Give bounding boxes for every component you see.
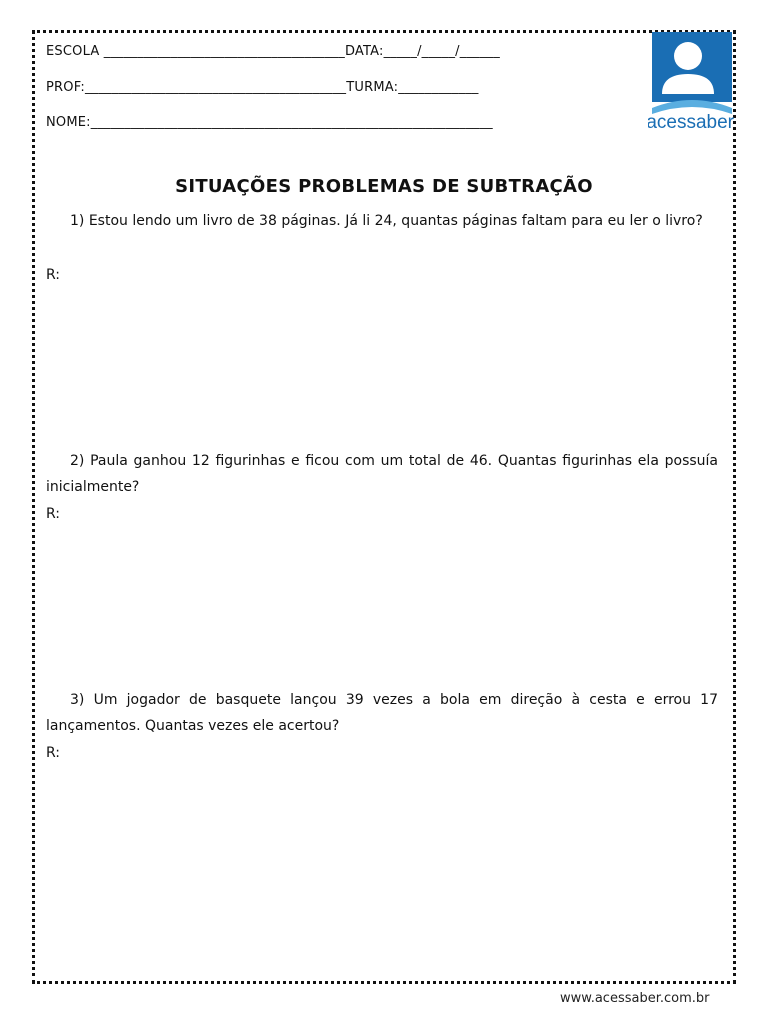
student-name-line: NOME:____________________________________________________________ bbox=[46, 115, 493, 130]
answer-label-3: R: bbox=[46, 745, 61, 761]
acessaber-logo bbox=[648, 30, 736, 130]
answer-label-2: R: bbox=[46, 506, 61, 522]
question-2: 2) Paula ganhou 12 figurinhas e ficou com um total de 46. Quantas figurinhas ela possuía inicialmente? bbox=[46, 453, 718, 495]
worksheet-border bbox=[32, 30, 736, 984]
teacher-class-line: PROF:_______________________________________TURMA:____________ bbox=[46, 80, 479, 95]
answer-label-1: R: bbox=[46, 267, 61, 283]
question-1: 1) Estou lendo um livro de 38 páginas. Já li 24, quantas páginas faltam para eu ler o livro? bbox=[70, 213, 703, 229]
svg-text:acessaber: acessaber bbox=[648, 112, 734, 130]
school-date-line: ESCOLA ____________________________________DATA:_____/_____/______ bbox=[46, 44, 500, 59]
question-3: 3) Um jogador de basquete lançou 39 vezes a bola em direção à cesta e errou 17 lançamentos. Quantas vezes ele acertou? bbox=[46, 692, 718, 734]
footer-url: www.acessaber.com.br bbox=[560, 991, 710, 1006]
page-title: SITUAÇÕES PROBLEMAS DE SUBTRAÇÃO bbox=[175, 176, 593, 197]
